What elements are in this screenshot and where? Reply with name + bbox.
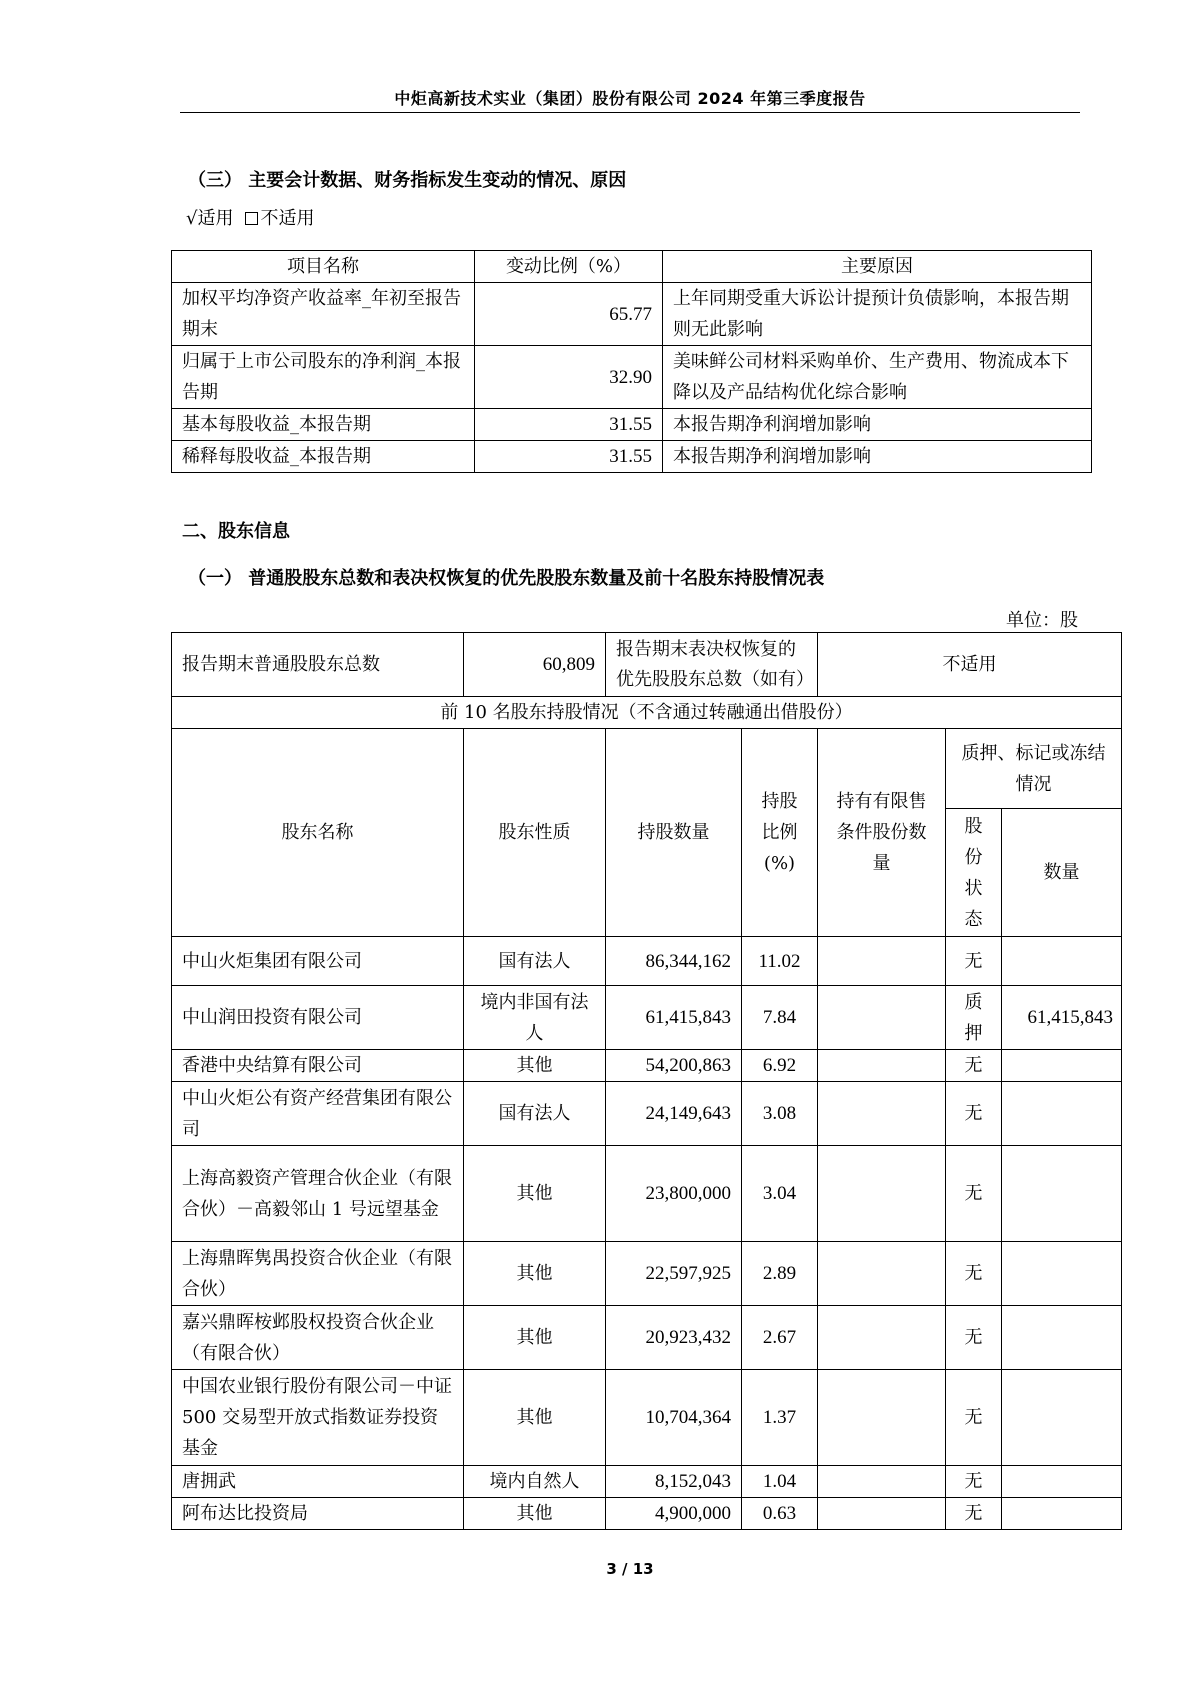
holder-shares: 22,597,925 bbox=[606, 1242, 742, 1306]
col-header-restricted: 持有有限售条件股份数量 bbox=[818, 729, 946, 937]
holder-qty bbox=[1002, 1050, 1122, 1082]
holder-nature: 其他 bbox=[464, 1498, 606, 1530]
col-header-reason: 主要原因 bbox=[663, 251, 1092, 283]
holder-restricted bbox=[818, 1466, 946, 1498]
holder-qty bbox=[1002, 1306, 1122, 1370]
holder-qty bbox=[1002, 1498, 1122, 1530]
applicable-checked-label: √适用 bbox=[186, 208, 234, 229]
unit-label: 单位：股 bbox=[1006, 610, 1078, 631]
holder-shares: 54,200,863 bbox=[606, 1050, 742, 1082]
holder-shares: 20,923,432 bbox=[606, 1306, 742, 1370]
holder-status: 无 bbox=[946, 1306, 1002, 1370]
not-applicable-label: 不适用 bbox=[260, 208, 315, 229]
holder-name: 阿布达比投资局 bbox=[172, 1498, 464, 1530]
holder-shares: 8,152,043 bbox=[606, 1466, 742, 1498]
summary-row bbox=[172, 633, 1122, 697]
holder-status: 无 bbox=[946, 1082, 1002, 1146]
header-row-1 bbox=[172, 729, 1122, 809]
holder-status: 质押 bbox=[946, 986, 1002, 1050]
total-holders-value: 60,809 bbox=[464, 633, 606, 697]
holder-nature: 境内非国有法人 bbox=[464, 986, 606, 1050]
table-row bbox=[172, 346, 1092, 409]
holder-ratio: 11.02 bbox=[742, 937, 818, 986]
holder-ratio: 7.84 bbox=[742, 986, 818, 1050]
holder-restricted bbox=[818, 1242, 946, 1306]
col-header-qty: 数量 bbox=[1002, 809, 1122, 937]
col-header-ratio: 变动比例（%） bbox=[475, 251, 663, 283]
table-row bbox=[172, 441, 1092, 473]
shareholder-table bbox=[171, 632, 1122, 1530]
table-row bbox=[172, 1498, 1122, 1530]
holder-status: 无 bbox=[946, 1466, 1002, 1498]
holder-qty bbox=[1002, 1370, 1122, 1466]
table-row bbox=[172, 1082, 1122, 1146]
col-header-pledge-group: 质押、标记或冻结情况 bbox=[946, 729, 1122, 809]
holder-ratio: 1.37 bbox=[742, 1370, 818, 1466]
holder-ratio: 1.04 bbox=[742, 1466, 818, 1498]
col-header-item: 项目名称 bbox=[172, 251, 475, 283]
holder-nature: 国有法人 bbox=[464, 937, 606, 986]
holder-restricted bbox=[818, 1050, 946, 1082]
change-table-header-row bbox=[172, 251, 1092, 283]
table-row bbox=[172, 409, 1092, 441]
holder-qty bbox=[1002, 1082, 1122, 1146]
holder-shares: 86,344,162 bbox=[606, 937, 742, 986]
applicable-options bbox=[186, 204, 314, 230]
holder-status: 无 bbox=[946, 1146, 1002, 1242]
holder-shares: 4,900,000 bbox=[606, 1498, 742, 1530]
change-ratio: 31.55 bbox=[475, 441, 663, 473]
holder-qty bbox=[1002, 1242, 1122, 1306]
holder-nature: 境内自然人 bbox=[464, 1466, 606, 1498]
holder-ratio: 3.08 bbox=[742, 1082, 818, 1146]
item-name: 归属于上市公司股东的净利润_本报告期 bbox=[172, 346, 475, 409]
preferred-holders-value: 不适用 bbox=[818, 633, 1122, 697]
holder-restricted bbox=[818, 1146, 946, 1242]
table-row bbox=[172, 1242, 1122, 1306]
table-row bbox=[172, 1306, 1122, 1370]
holder-nature: 其他 bbox=[464, 1146, 606, 1242]
holder-ratio: 2.67 bbox=[742, 1306, 818, 1370]
table-row bbox=[172, 1466, 1122, 1498]
holder-ratio: 0.63 bbox=[742, 1498, 818, 1530]
holder-restricted bbox=[818, 1498, 946, 1530]
section3-heading: （三） 主要会计数据、财务指标发生变动的情况、原因 bbox=[188, 170, 627, 191]
holder-name: 上海鼎晖隽禺投资合伙企业（有限合伙） bbox=[172, 1242, 464, 1306]
change-reasons-table bbox=[171, 250, 1092, 473]
holder-name: 香港中央结算有限公司 bbox=[172, 1050, 464, 1082]
holder-status: 无 bbox=[946, 1498, 1002, 1530]
holder-status: 无 bbox=[946, 1242, 1002, 1306]
item-name: 基本每股收益_本报告期 bbox=[172, 409, 475, 441]
holder-ratio: 2.89 bbox=[742, 1242, 818, 1306]
col-header-shares: 持股数量 bbox=[606, 729, 742, 937]
holder-shares: 10,704,364 bbox=[606, 1370, 742, 1466]
change-ratio: 31.55 bbox=[475, 409, 663, 441]
holder-shares: 61,415,843 bbox=[606, 986, 742, 1050]
main-reason: 上年同期受重大诉讼计提预计负债影响，本报告期则无此影响 bbox=[663, 283, 1092, 346]
holder-nature: 其他 bbox=[464, 1370, 606, 1466]
holder-status: 无 bbox=[946, 937, 1002, 986]
holder-name: 上海高毅资产管理合伙企业（有限合伙）－高毅邻山 1 号远望基金 bbox=[172, 1146, 464, 1242]
col-header-nature: 股东性质 bbox=[464, 729, 606, 937]
change-ratio: 32.90 bbox=[475, 346, 663, 409]
holder-status: 无 bbox=[946, 1370, 1002, 1466]
table-row bbox=[172, 1370, 1122, 1466]
table-row bbox=[172, 1146, 1122, 1242]
table-row bbox=[172, 937, 1122, 986]
holder-ratio: 3.04 bbox=[742, 1146, 818, 1242]
shareholder-subheading: （一） 普通股股东总数和表决权恢复的优先股股东数量及前十名股东持股情况表 bbox=[188, 568, 825, 589]
holder-qty bbox=[1002, 937, 1122, 986]
holder-nature: 其他 bbox=[464, 1306, 606, 1370]
total-holders-label: 报告期末普通股股东总数 bbox=[172, 633, 464, 697]
item-name: 稀释每股收益_本报告期 bbox=[172, 441, 475, 473]
holder-name: 嘉兴鼎晖桉邺股权投资合伙企业（有限合伙） bbox=[172, 1306, 464, 1370]
section2-heading: 二、股东信息 bbox=[182, 521, 290, 542]
main-reason: 本报告期净利润增加影响 bbox=[663, 441, 1092, 473]
holder-shares: 24,149,643 bbox=[606, 1082, 742, 1146]
holder-name: 中国农业银行股份有限公司－中证 500 交易型开放式指数证券投资基金 bbox=[172, 1370, 464, 1466]
main-reason: 美味鲜公司材料采购单价、生产费用、物流成本下降以及产品结构优化综合影响 bbox=[663, 346, 1092, 409]
holder-restricted bbox=[818, 1370, 946, 1466]
holder-qty bbox=[1002, 1146, 1122, 1242]
holder-restricted bbox=[818, 1082, 946, 1146]
table-row bbox=[172, 986, 1122, 1050]
holder-shares: 23,800,000 bbox=[606, 1146, 742, 1242]
holder-nature: 其他 bbox=[464, 1050, 606, 1082]
holder-restricted bbox=[818, 986, 946, 1050]
report-header-title: 中炬高新技术实业（集团）股份有限公司 2024 年第三季度报告 bbox=[394, 89, 866, 108]
col-header-name: 股东名称 bbox=[172, 729, 464, 937]
unchecked-box-icon bbox=[245, 212, 258, 225]
holder-name: 中山润田投资有限公司 bbox=[172, 986, 464, 1050]
holder-qty: 61,415,843 bbox=[1002, 986, 1122, 1050]
holder-restricted bbox=[818, 1306, 946, 1370]
holder-qty bbox=[1002, 1466, 1122, 1498]
header-rule bbox=[180, 112, 1080, 113]
holder-name: 中山火炬公有资产经营集团有限公司 bbox=[172, 1082, 464, 1146]
preferred-holders-label: 报告期末表决权恢复的优先股股东总数（如有） bbox=[606, 633, 818, 697]
table-row bbox=[172, 1050, 1122, 1082]
holder-ratio: 6.92 bbox=[742, 1050, 818, 1082]
change-ratio: 65.77 bbox=[475, 283, 663, 346]
holder-name: 唐拥武 bbox=[172, 1466, 464, 1498]
item-name: 加权平均净资产收益率_年初至报告期末 bbox=[172, 283, 475, 346]
top10-caption-row bbox=[172, 697, 1122, 729]
holder-status: 无 bbox=[946, 1050, 1002, 1082]
holder-nature: 其他 bbox=[464, 1242, 606, 1306]
col-header-status: 股份状态 bbox=[946, 809, 1002, 937]
page-number: 3 / 13 bbox=[606, 1560, 654, 1578]
holder-nature: 国有法人 bbox=[464, 1082, 606, 1146]
holder-restricted bbox=[818, 937, 946, 986]
top10-caption: 前 10 名股东持股情况（不含通过转融通出借股份） bbox=[172, 697, 1122, 729]
col-header-ratio: 持股比例(%) bbox=[742, 729, 818, 937]
main-reason: 本报告期净利润增加影响 bbox=[663, 409, 1092, 441]
holder-name: 中山火炬集团有限公司 bbox=[172, 937, 464, 986]
table-row bbox=[172, 283, 1092, 346]
